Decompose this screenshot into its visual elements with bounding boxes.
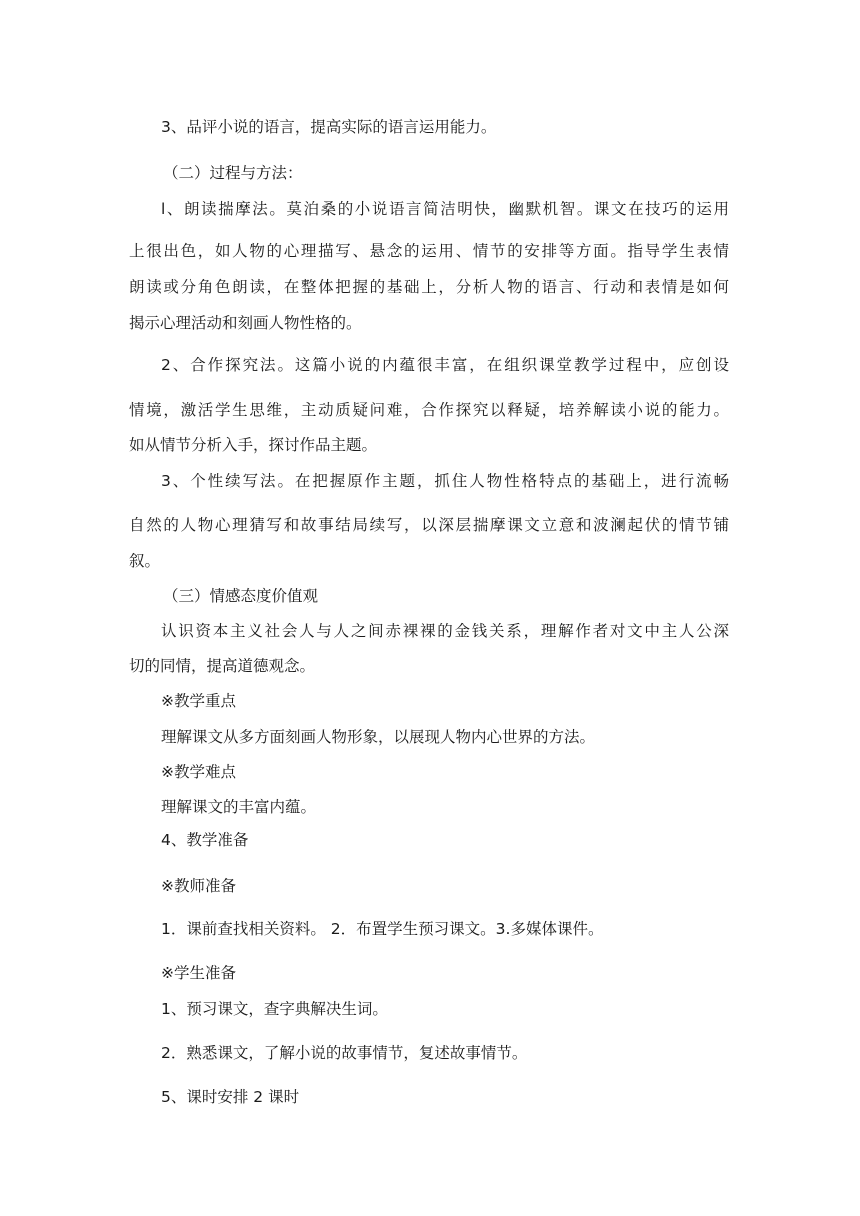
method-1-line-2: 上很出色，如人物的心理描写、悬念的运用、情节的安排等方面。指导学生表情 [129,242,729,260]
method-1-line-3: 朗读或分角色朗读，在整体把握的基础上，分析人物的语言、行动和表情是如何 [129,278,729,296]
section-values-heading: （三）情感态度价值观 [163,587,319,605]
method-2-line-1: 2、合作探究法。这篇小说的内蕴很丰富，在组织课堂教学过程中，应创设 [161,356,729,374]
objective-3-line: 3、品评小说的语言，提高实际的语言运用能力。 [161,118,497,136]
section-process-method-heading: （二）过程与方法： [163,164,303,182]
method-3-line-2: 自然的人物心理猜写和故事结局续写，以深层揣摩课文立意和波澜起伏的情节铺 [129,516,729,534]
teaching-difficulty-text: 理解课文的丰富内蕴。 [161,798,317,816]
teaching-difficulty-heading: ※教学难点 [161,763,236,781]
student-preparation-heading: ※学生准备 [161,964,236,982]
method-1-line-4: 揭示心理活动和刻画人物性格的。 [129,314,362,332]
class-hours-line: 5、课时安排 2 课时 [161,1088,300,1106]
teaching-focus-heading: ※教学重点 [161,692,236,710]
teacher-preparation-heading: ※教师准备 [161,877,236,895]
teacher-preparation-items: 1．课前查找相关资料。 2．布置学生预习课文。3.多媒体课件。 [161,920,604,938]
student-preparation-item-2: 2．熟悉课文，了解小说的故事情节，复述故事情节。 [161,1044,528,1062]
teaching-focus-text: 理解课文从多方面刻画人物形象，以展现人物内心世界的方法。 [161,728,596,746]
student-preparation-item-1: 1、预习课文，查字典解决生词。 [161,1000,388,1018]
method-3-line-3: 叙。 [129,552,161,570]
values-line-2: 切的同情，提高道德观念。 [129,657,316,675]
method-3-line-1: 3、个性续写法。在把握原作主题，抓住人物性格特点的基础上，进行流畅 [161,472,729,490]
teaching-preparation-heading: 4、教学准备 [161,831,249,849]
method-2-line-3: 如从情节分析入手，探讨作品主题。 [129,436,378,454]
method-2-line-2: 情境，激活学生思维，主动质疑问难，合作探究以释疑，培养解读小说的能力。 [129,401,729,419]
method-1-line-1: l、朗读揣摩法。莫泊桑的小说语言简洁明快，幽默机智。课文在技巧的运用 [161,200,729,218]
values-line-1: 认识资本主义社会人与人之间赤裸裸的金钱关系，理解作者对文中主人公深 [161,622,729,640]
